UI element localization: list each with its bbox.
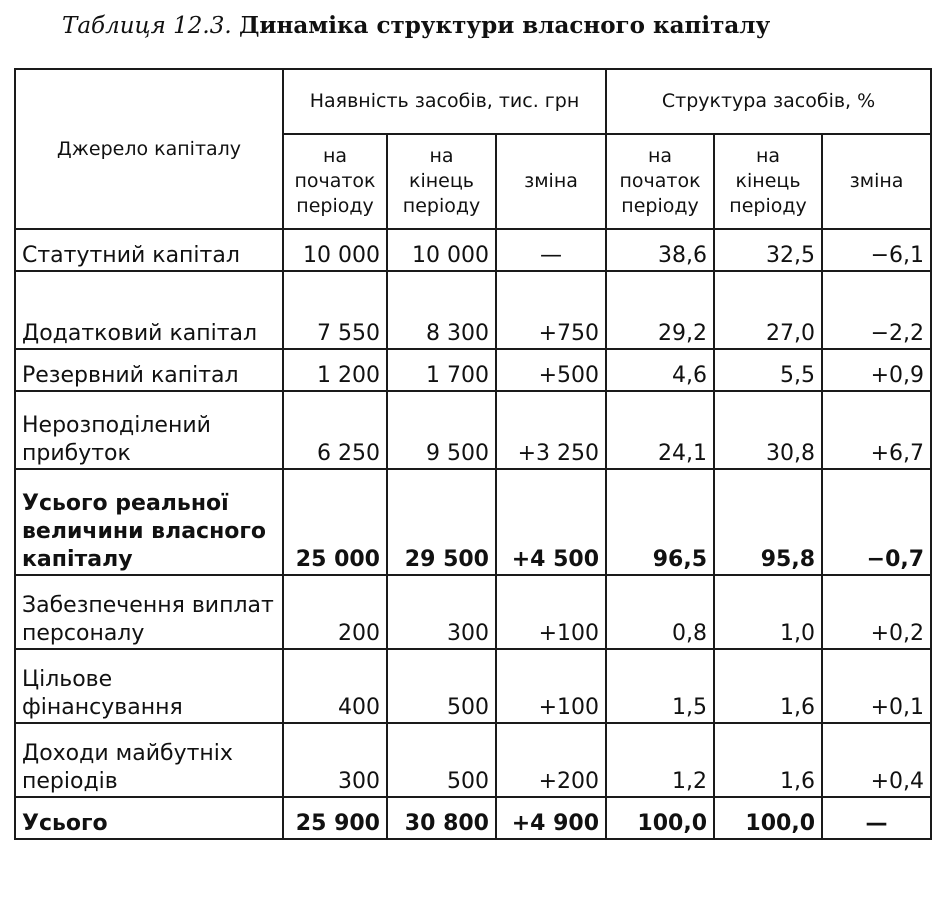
cell-structure-end: 1,0 [714, 575, 822, 649]
cell-structure-change: +6,7 [822, 391, 931, 469]
cell-funds-start: 300 [283, 723, 387, 797]
cell-structure-start: 24,1 [606, 391, 714, 469]
row-source-label: Цільове фінансування [15, 649, 283, 723]
table-row-statutory-capital [15, 229, 931, 271]
cell-funds-change: — [496, 229, 606, 271]
cell-structure-end: 32,5 [714, 229, 822, 271]
cell-funds-start: 1 200 [283, 349, 387, 391]
cell-funds-change: +4 500 [496, 469, 606, 575]
table-row-real-equity-subtotal [15, 469, 931, 575]
row-source-label: Забезпечення виплат персоналу [15, 575, 283, 649]
cell-funds-change: +200 [496, 723, 606, 797]
cell-funds-end: 8 300 [387, 271, 496, 349]
cell-structure-end: 100,0 [714, 797, 822, 839]
table-row-personnel-provisions [15, 575, 931, 649]
header-source: Джерело капіталу [15, 69, 283, 229]
table-title: Динаміка структури власного капіталу [238, 12, 771, 39]
cell-structure-change: — [822, 797, 931, 839]
cell-funds-change: +100 [496, 649, 606, 723]
cell-funds-start: 400 [283, 649, 387, 723]
cell-funds-start: 200 [283, 575, 387, 649]
table-caption [62, 12, 770, 39]
capital-structure-table [14, 68, 932, 840]
cell-structure-end: 1,6 [714, 723, 822, 797]
header-funds-start: на початок періоду [283, 134, 387, 229]
cell-funds-start: 10 000 [283, 229, 387, 271]
cell-funds-start: 25 900 [283, 797, 387, 839]
cell-funds-end: 29 500 [387, 469, 496, 575]
cell-structure-start: 1,5 [606, 649, 714, 723]
table-row-deferred-income [15, 723, 931, 797]
cell-structure-start: 100,0 [606, 797, 714, 839]
cell-structure-change: +0,4 [822, 723, 931, 797]
cell-funds-change: +4 900 [496, 797, 606, 839]
cell-structure-start: 29,2 [606, 271, 714, 349]
cell-funds-start: 6 250 [283, 391, 387, 469]
cell-funds-change: +750 [496, 271, 606, 349]
cell-funds-change: +500 [496, 349, 606, 391]
table-row-reserve-capital [15, 349, 931, 391]
row-source-label: Доходи майбутніх періодів [15, 723, 283, 797]
header-group-funds: Наявність засобів, тис. грн [283, 69, 606, 134]
cell-structure-change: −0,7 [822, 469, 931, 575]
table-row-grand-total [15, 797, 931, 839]
cell-structure-start: 96,5 [606, 469, 714, 575]
cell-structure-end: 30,8 [714, 391, 822, 469]
cell-funds-end: 500 [387, 723, 496, 797]
cell-structure-start: 38,6 [606, 229, 714, 271]
row-source-label: Статутний капітал [15, 229, 283, 271]
row-source-label: Нерозподілений прибуток [15, 391, 283, 469]
cell-funds-end: 30 800 [387, 797, 496, 839]
cell-structure-change: +0,9 [822, 349, 931, 391]
cell-funds-end: 300 [387, 575, 496, 649]
header-funds-change: зміна [496, 134, 606, 229]
cell-structure-change: +0,1 [822, 649, 931, 723]
cell-structure-start: 1,2 [606, 723, 714, 797]
cell-funds-end: 500 [387, 649, 496, 723]
cell-structure-end: 95,8 [714, 469, 822, 575]
cell-funds-end: 10 000 [387, 229, 496, 271]
cell-funds-start: 25 000 [283, 469, 387, 575]
cell-structure-change: +0,2 [822, 575, 931, 649]
table-row-targeted-financing [15, 649, 931, 723]
table-number: Таблиця 12.3. [62, 13, 232, 39]
cell-structure-end: 1,6 [714, 649, 822, 723]
cell-structure-start: 0,8 [606, 575, 714, 649]
header-funds-end: на кінець періоду [387, 134, 496, 229]
row-source-label: Усього реальної величини власного капіталу [15, 469, 283, 575]
cell-structure-end: 5,5 [714, 349, 822, 391]
table-row-additional-capital [15, 271, 931, 349]
header-structure-start: на початок періоду [606, 134, 714, 229]
cell-funds-end: 1 700 [387, 349, 496, 391]
cell-structure-change: −6,1 [822, 229, 931, 271]
cell-funds-start: 7 550 [283, 271, 387, 349]
header-structure-change: зміна [822, 134, 931, 229]
cell-funds-end: 9 500 [387, 391, 496, 469]
cell-structure-end: 27,0 [714, 271, 822, 349]
table-row-retained-earnings [15, 391, 931, 469]
row-source-label: Додатковий капітал [15, 271, 283, 349]
header-group-structure: Структура засобів, % [606, 69, 931, 134]
cell-funds-change: +100 [496, 575, 606, 649]
cell-funds-change: +3 250 [496, 391, 606, 469]
cell-structure-start: 4,6 [606, 349, 714, 391]
cell-structure-change: −2,2 [822, 271, 931, 349]
header-structure-end: на кінець періоду [714, 134, 822, 229]
row-source-label: Усього [15, 797, 283, 839]
row-source-label: Резервний капітал [15, 349, 283, 391]
